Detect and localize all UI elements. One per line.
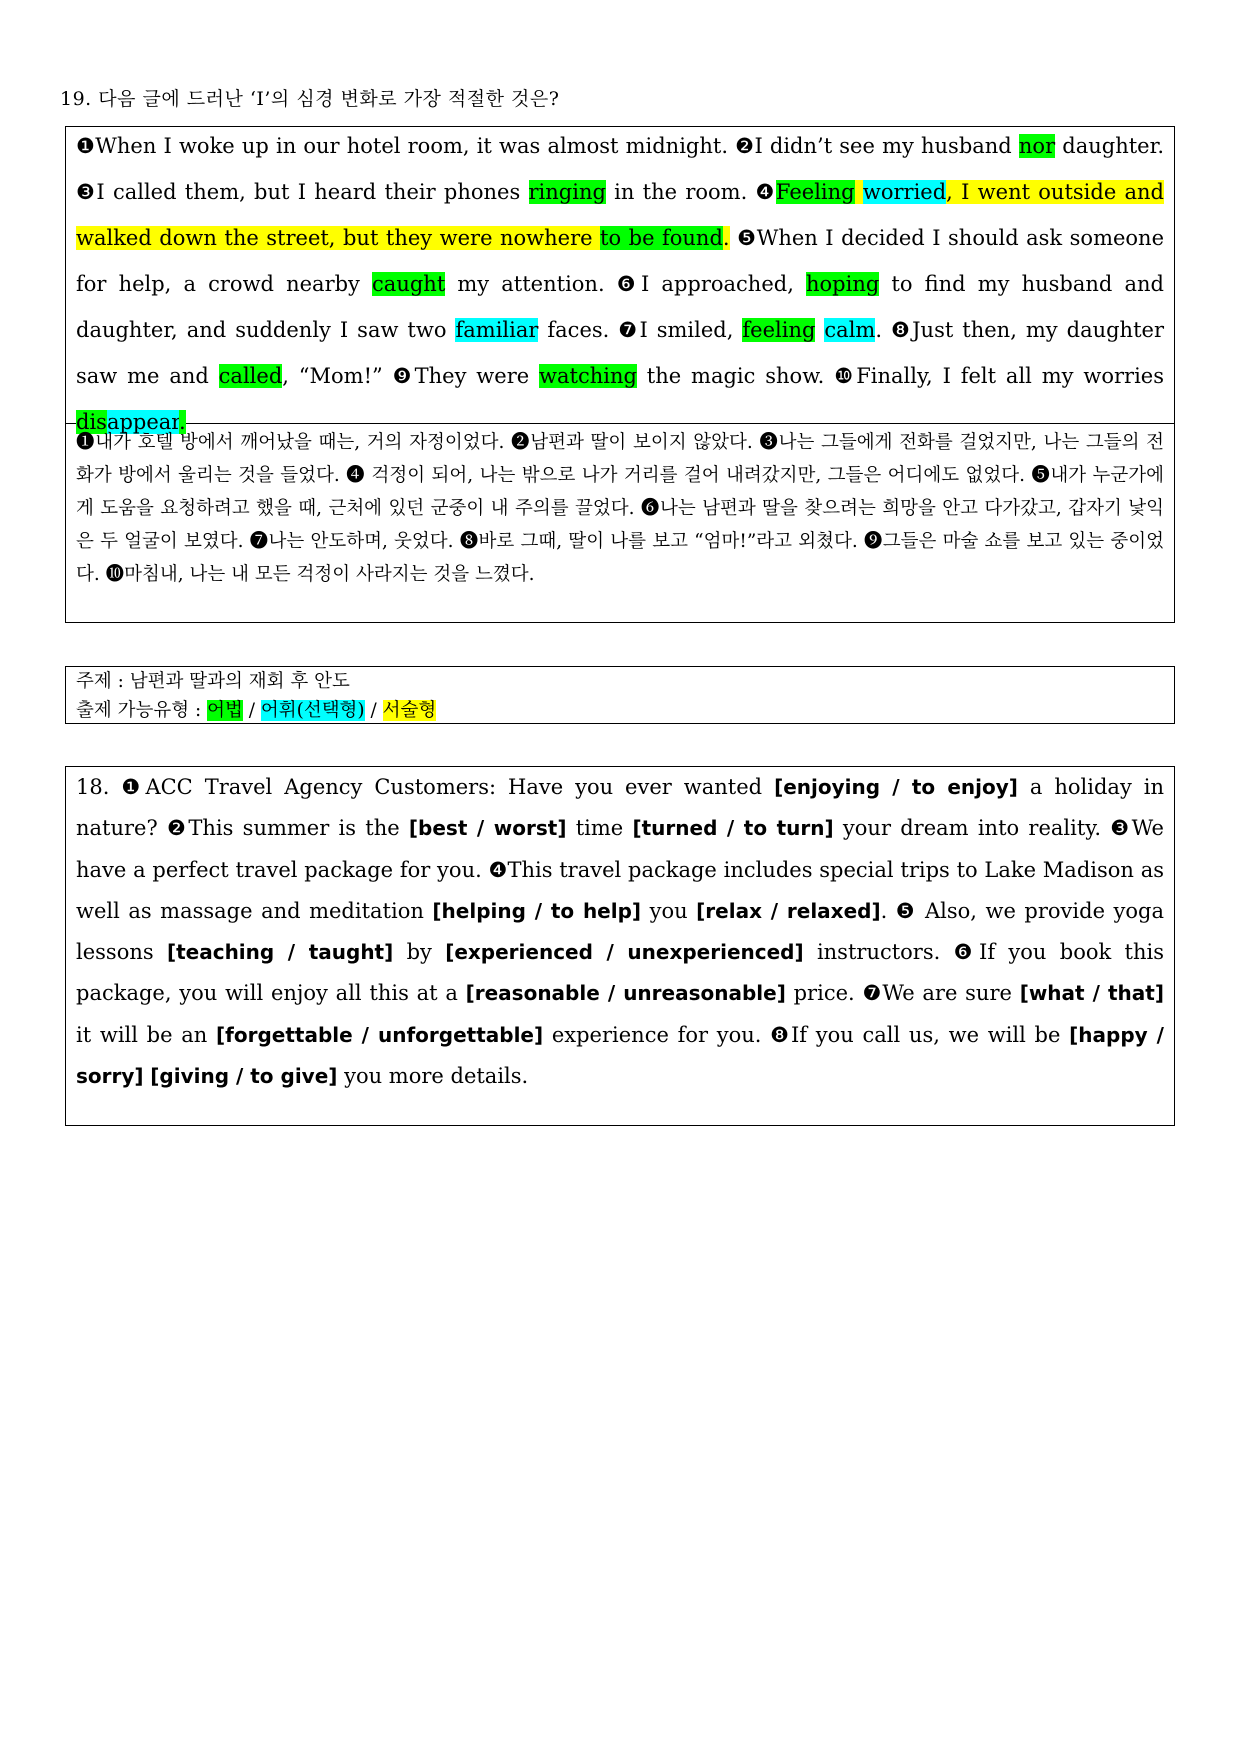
highlighted-text: 어휘(선택형) xyxy=(260,700,365,721)
text-segment: instructors. ❻If you book this package, you will enjoy all this at a xyxy=(76,940,1164,1006)
text-segment: it will be an xyxy=(76,1022,217,1047)
highlighted-text: worried xyxy=(862,180,947,204)
text-segment: / xyxy=(242,700,261,721)
highlighted-text: to be found xyxy=(600,226,723,250)
text-segment: price. ❼We are sure xyxy=(785,981,1020,1006)
highlighted-text: . xyxy=(179,410,186,434)
highlighted-text: 어법 xyxy=(207,700,243,721)
answer-choice-bracket: [best / worst] xyxy=(408,816,567,841)
highlighted-text: appear xyxy=(106,410,180,434)
question-18-passage xyxy=(76,767,1164,1097)
text-segment: . ❺ Also, we provide yoga lessons xyxy=(76,898,1164,965)
question-types-line xyxy=(76,696,1164,725)
highlighted-text: familiar xyxy=(455,318,539,342)
answer-choice-bracket: [experienced / unexperienced] xyxy=(445,940,804,965)
summary-box xyxy=(65,666,1175,724)
korean-translation: ❶내가 호텔 방에서 깨어났을 때는, 거의 자정이었다. ❷남편과 딸이 보이지 않았다. ❸나는 그들에게 전화를 걸었지만, 나는 그들의 전화가 방에서 울리는 것을 들었다. ❹ 걱정이 되어, 나는 밖으로 나가 거리를 걸어 내려갔지만, 그들은 어디에도 없었다. ❺내가 누군가에게 도움을 요청하려고 했을 때, 근처에 있던 군중이 내 주의를 끌었다. ❻나는 남편과 딸을 찾으려는 희망을 안고 다가갔고, 갑자기 낯익은 두 얼굴이 보였다. ❼나는 안도하며, 웃었다. ❽바로 그때, 딸이 나를 보고 “엄마!”라고 외쳤다. ❾그들은 마술 쇼를 보고 있는 중이었다. ❿마침내, 나는 내 모든 걱정이 사라지는 것을 느꼈다. xyxy=(76,432,1164,585)
question-18-passage-box xyxy=(65,766,1175,1126)
text-segment: 18. ❶ACC Travel Agency Customers: Have you ever wanted xyxy=(76,775,775,799)
question-19-passage-box xyxy=(65,126,1175,623)
answer-choice-bracket: [relax / relaxed] xyxy=(696,898,881,923)
answer-choice-bracket: [turned / to turn] xyxy=(632,816,834,841)
highlighted-text: hoping xyxy=(806,272,880,296)
text-segment: / xyxy=(364,700,383,721)
highlighted-text: calm xyxy=(824,318,876,342)
text-segment: by xyxy=(393,940,446,965)
text-segment: to find my husband and daughter, and suddenly I saw two xyxy=(76,272,1164,342)
answer-choice-bracket: [what / that] xyxy=(1019,981,1164,1006)
text-segment: your dream into reality. ❸We have a perfect travel package for you. ❹This travel package includes special trips to Lake Madison as well as massage and meditation xyxy=(76,816,1164,923)
highlighted-text: nor xyxy=(1018,134,1056,158)
answer-choice-bracket: [reasonable / unreasonable] xyxy=(465,981,786,1006)
text-segment: daughter. ❸I called them, but I heard their phones xyxy=(76,134,1165,204)
text-segment: you xyxy=(641,898,697,923)
answer-choice-bracket: [forgettable / unforgettable] xyxy=(216,1022,544,1047)
highlighted-text: feeling xyxy=(742,318,816,342)
highlighted-text: caught xyxy=(372,272,446,296)
text-segment: ❶When I woke up in our hotel room, it was almost midnight. ❷I didn’t see my husband xyxy=(76,134,1019,158)
text-segment: my attention. ❻I approached, xyxy=(445,272,806,296)
text-segment: you more details. xyxy=(337,1064,529,1089)
highlighted-text: called xyxy=(218,364,283,388)
question-19-title: 19. 다음 글에 드러난 ‘I’의 심경 변화로 가장 적절한 것은? xyxy=(60,88,560,110)
highlighted-text xyxy=(855,180,863,204)
text-segment: time xyxy=(566,816,633,841)
answer-choice-bracket: [happy / sorry] xyxy=(76,1022,1164,1089)
highlighted-text: ringing xyxy=(528,180,606,204)
text-segment: experience for you. ❽If you call us, we will be xyxy=(543,1022,1070,1047)
answer-choice-bracket: [enjoying / to enjoy] xyxy=(774,775,1018,799)
text-segment: , “Mom!” ❾They were xyxy=(282,364,540,388)
answer-choice-bracket: [giving / to give] xyxy=(150,1064,338,1089)
theme-line: 주제 : 남편과 딸과의 재회 후 안도 xyxy=(76,671,350,692)
highlighted-text: . xyxy=(722,226,730,250)
text-segment: a holiday in nature? ❷This summer is the xyxy=(76,775,1164,841)
answer-choice-bracket: [helping / to help] xyxy=(432,898,642,923)
highlighted-text: dis xyxy=(76,410,107,434)
text-segment: faces. ❼I smiled, xyxy=(538,318,743,342)
text-segment: the magic show. ❿Finally, I felt all my worries xyxy=(636,364,1164,388)
highlighted-text: 서술형 xyxy=(382,700,437,721)
answer-choice-bracket: [teaching / taught] xyxy=(166,940,394,965)
text-segment: in the room. ❹ xyxy=(605,180,776,204)
highlighted-text: , I went outside and walked down the street, but they were nowhere xyxy=(76,180,1165,250)
text-segment: 출제 가능유형 : xyxy=(76,700,208,721)
highlighted-text: watching xyxy=(539,364,637,388)
text-segment: ❺When I decided I should ask someone for help, a crowd nearby xyxy=(76,226,1165,296)
highlighted-text: Feeling xyxy=(775,180,855,204)
text-segment: . ❽Just then, my daughter saw me and xyxy=(76,318,1164,388)
english-passage xyxy=(66,123,1174,434)
